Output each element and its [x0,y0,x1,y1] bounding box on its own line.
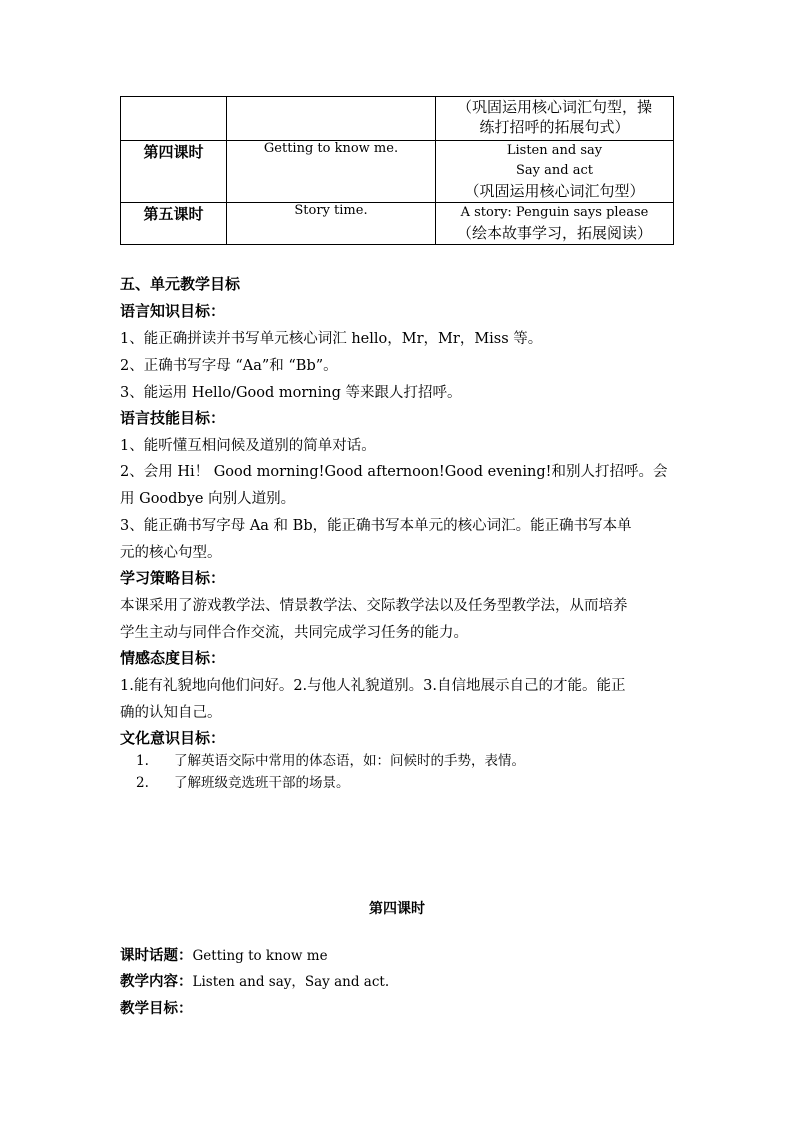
subheading-strategy: 学习策略目标： [120,569,226,587]
numbered-item [120,771,350,791]
list-item: 用 Goodbye 向别人道别。 [120,491,296,507]
list-item: 1、能正确拼读并书写单元核心词汇 hello，Mr，Mr，Miss 等。 [120,331,543,347]
content-line: 练打招呼的拓展句式） [479,118,630,136]
lesson-goals [120,997,193,1018]
content-cell [436,141,674,203]
subheading-knowledge: 语言知识目标： [120,302,226,320]
item-text: 了解英语交际中常用的体态语，如：问候时的手势，表情。 [174,753,525,769]
item-number: 2. [136,775,149,791]
list-item: 1、能听懂互相问候及道别的简单对话。 [120,438,376,454]
content-value: Listen and say，Say and act. [192,974,390,990]
content-cell [436,203,674,245]
period-cell: 第五课时 [121,203,227,245]
list-item: 元的核心句型。 [120,545,222,561]
content-line: （绘本故事学习，拓展阅读） [456,224,652,242]
paragraph-line: 学生主动与同伴合作交流，共同完成学习任务的能力。 [120,625,468,641]
subheading-skill: 语言技能目标： [120,409,226,427]
item-number: 1. [136,753,149,769]
content-cell [436,97,674,141]
lesson-heading: 第四课时 [369,901,425,917]
topic-cell: Story time. [227,203,436,245]
list-item: 2、会用 Hi！ Good morning!Good afternoon!Good evening!和别人打招呼。会 [120,464,668,480]
list-item: 2、正确书写字母 “Aa”和 “Bb”。 [120,358,338,374]
lesson-content [120,970,389,991]
content-line: A story: Penguin says please [460,205,649,220]
item-text: 了解班级竞选班干部的场景。 [174,775,350,791]
lesson-plan-table [120,96,674,245]
content-line: （巩固运用核心词汇句型） [464,182,645,200]
paragraph-line: 确的认知自己。 [120,705,222,721]
list-item: 3、能正确书写字母 Aa 和 Bb，能正确书写本单元的核心词汇。能正确书写本单 [120,518,632,534]
goal-label: 教学目标： [120,1000,193,1017]
table-row [121,203,674,245]
period-cell: 第四课时 [121,141,227,203]
paragraph-line: 本课采用了游戏教学法、情景教学法、交际教学法以及任务型教学法，从而培养 [120,598,628,614]
list-item: 3、能运用 Hello/Good morning 等来跟人打招呼。 [120,385,462,401]
subheading-culture: 文化意识目标： [120,729,226,747]
table-row [121,141,674,203]
content-line: （巩固运用核心词汇句型，操 [456,98,652,116]
section-title: 五、单元教学目标 [120,275,241,293]
content-line: Say and act [516,163,593,178]
topic-cell: Getting to know me. [227,141,436,203]
topic-cell [227,97,436,141]
table-row [121,97,674,141]
content-label: 教学内容： [120,973,193,990]
numbered-item [120,749,525,769]
topic-value: Getting to know me [192,948,328,964]
subheading-affect: 情感态度目标： [120,649,226,667]
period-cell [121,97,227,141]
lesson-topic [120,944,328,965]
paragraph-line: 1.能有礼貌地向他们问好。2.与他人礼貌道别。3.自信地展示自己的才能。能正 [120,678,626,694]
content-line: Listen and say [506,143,603,158]
topic-label: 课时话题： [120,947,193,964]
